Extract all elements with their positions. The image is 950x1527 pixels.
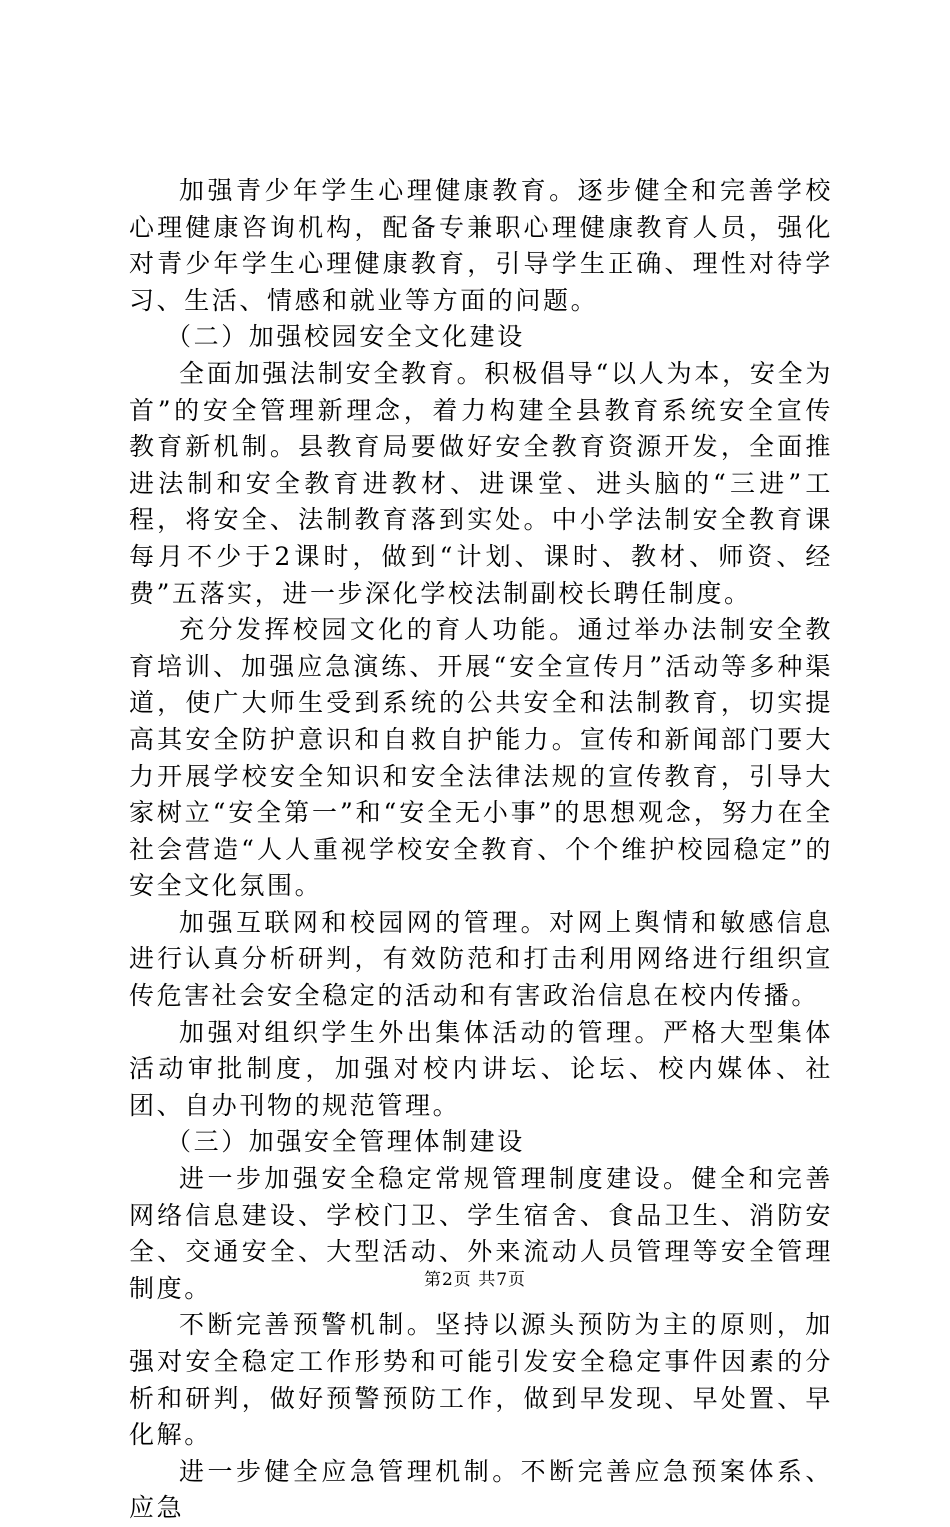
section-heading-2: （二）加强校园安全文化建设 — [166, 322, 525, 352]
page-number-footer: 第2页 共7页 — [423, 1270, 527, 1290]
paragraph-emergency-management: 进一步健全应急管理机制。不断完善应急预案体系、应急 — [129, 1456, 833, 1523]
paragraph-management-system: 进一步加强安全稳定常规管理制度建设。健全和完善网络信息建设、学校门卫、学生宿舍、食品卫生、消防安全、交通安全、大型活动、外来流动人员管理等安全管理制度。 — [129, 1164, 833, 1303]
section-heading-3: （三）加强安全管理体制建设 — [166, 1127, 525, 1157]
paragraph-internet-management: 加强互联网和校园网的管理。对网上舆情和敏感信息进行认真分析研判，有效防范和打击利用网络进行组织宣传危害社会安全稳定的活动和有害政治信息在校内传播。 — [129, 907, 833, 1011]
paragraph-psychology: 加强青少年学生心理健康教育。逐步健全和完善学校心理健康咨询机构，配备专兼职心理健康教育人员，强化对青少年学生心理健康教育，引导学生正确、理性对待学习、生活、情感和就业等方面的问题。 — [129, 176, 833, 315]
document-body — [129, 173, 833, 1527]
paragraph-campus-culture: 充分发挥校园文化的育人功能。通过举办法制安全教育培训、加强应急演练、开展“安全宣传月”活动等多种渠道，使广大师生受到系统的公共安全和法制教育，切实提高其安全防护意识和自救自护能力。宣传和新闻部门要大力开展学校安全知识和安全法律法规的宣传教育，引导大家树立“安全第一”和“安全无小事”的思想观念，努力在全社会营造“人人重视学校安全教育、个个维护校园稳定”的安全文化氛围。 — [129, 615, 833, 901]
paragraph-group-activities: 加强对组织学生外出集体活动的管理。严格大型集体活动审批制度，加强对校内讲坛、论坛、校内媒体、社团、自办刊物的规范管理。 — [129, 1017, 833, 1120]
paragraph-legal-education: 全面加强法制安全教育。积极倡导“以人为本，安全为首”的安全管理新理念，着力构建全县教育系统安全宣传教育新机制。县教育局要做好安全教育资源开发，全面推进法制和安全教育进教材、进课堂、进头脑的“三进”工程，将安全、法制教育落到实处。中小学法制安全教育课每月不少于2课时，做到“计划、课时、教材、师资、经费”五落实，进一步深化学校法制副校长聘任制度。 — [129, 358, 833, 608]
paragraph-early-warning: 不断完善预警机制。坚持以源头预防为主的原则，加强对安全稳定工作形势和可能引发安全稳定事件因素的分析和研判，做好预警预防工作，做到早发现、早处置、早化解。 — [129, 1310, 833, 1450]
